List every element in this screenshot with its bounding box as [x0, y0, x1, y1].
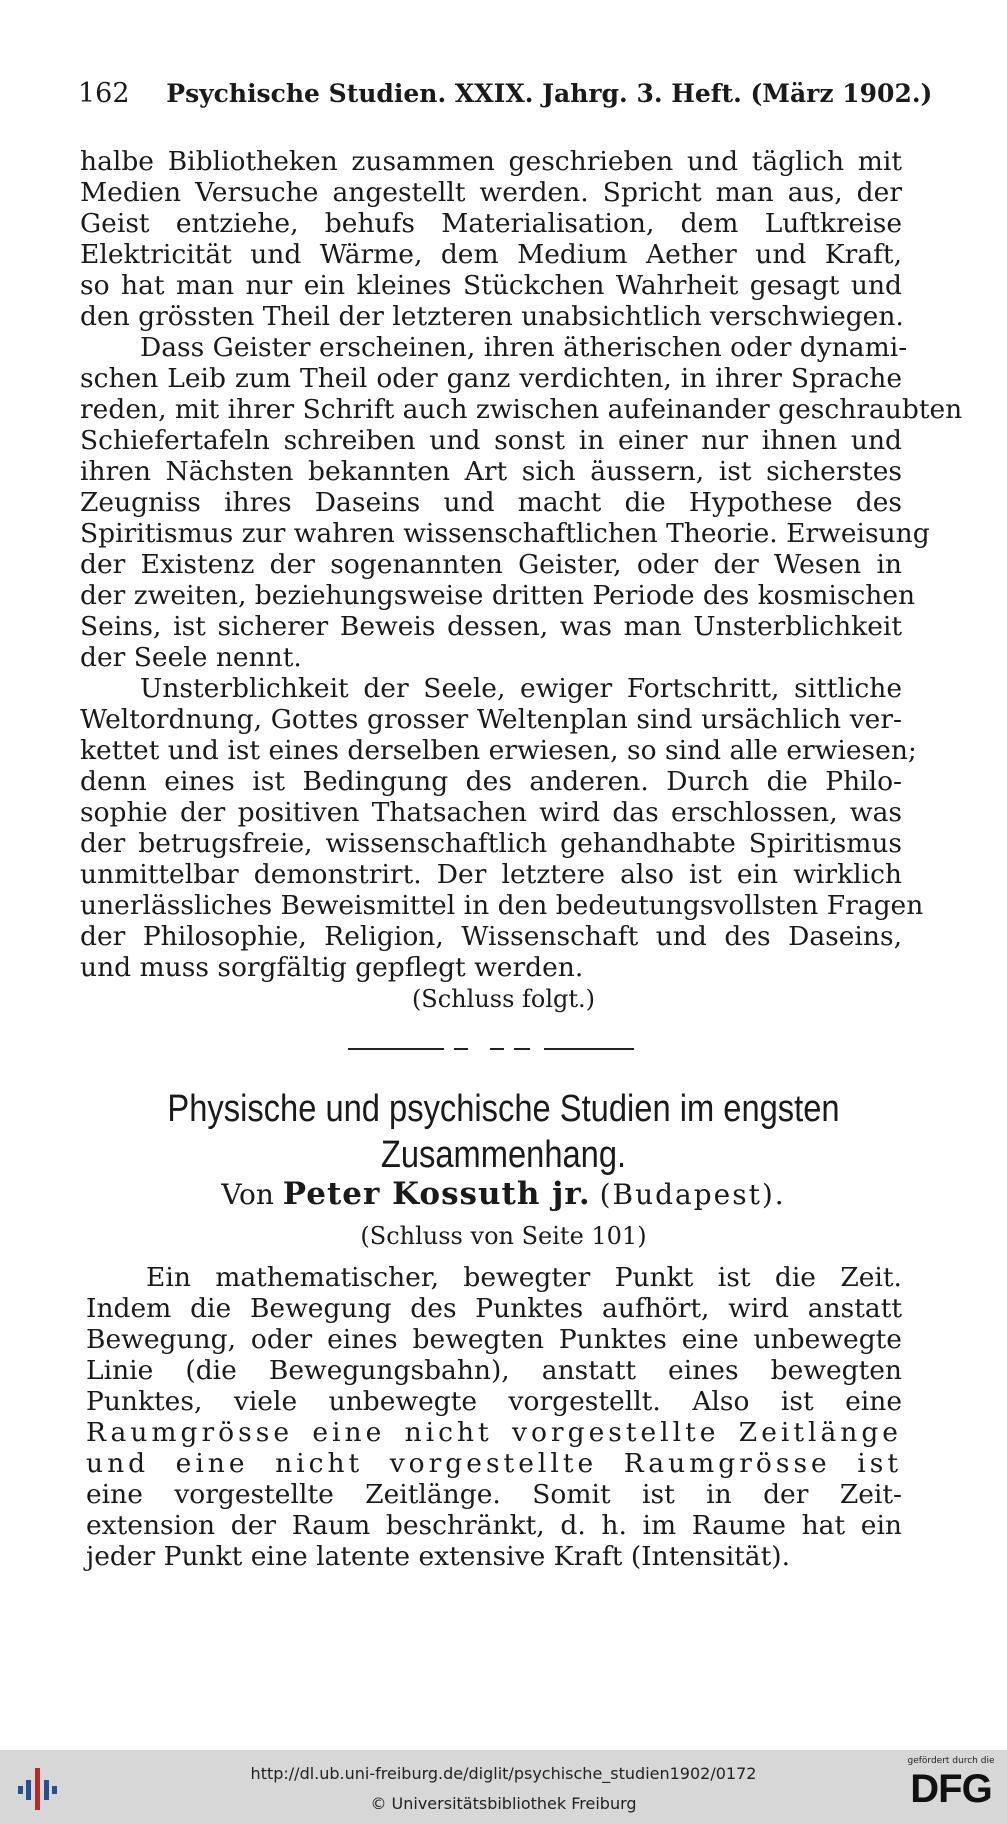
- text-line: Zeugniss ihres Daseins und macht die Hypothese des: [80, 487, 902, 518]
- text-line: Punktes, viele unbewegte vorgestellt. Also ist eine: [86, 1386, 902, 1417]
- running-header: [78, 78, 933, 109]
- closing-note: (Schluss folgt.): [411, 985, 596, 1013]
- text-line: unmittelbar demonstrirt. Der letztere also ist ein wirklich: [80, 859, 902, 890]
- text-line: Elektricität und Wärme, dem Medium Aether und Kraft,: [80, 239, 902, 270]
- continuation-note: (Schluss von Seite 101): [360, 1222, 647, 1250]
- text-line: Linie (die Bewegungsbahn), anstatt eines bewegten: [86, 1355, 902, 1386]
- divider-gap: [530, 1044, 544, 1052]
- paragraph-start-line: Unsterblichkeit der Seele, ewiger Fortschritt, sittliche: [140, 673, 902, 704]
- text-line: Indem die Bewegung des Punktes aufhört, wird anstatt: [86, 1293, 902, 1324]
- paragraph-start-line: Dass Geister erscheinen, ihren ätherischen oder dynami-: [140, 332, 908, 363]
- article2-body: [86, 1262, 902, 1572]
- dfg-logo-icon[interactable]: [905, 1756, 997, 1820]
- paragraph-end-line: jeder Punkt eine latente extensive Kraft (Intensität).: [86, 1541, 791, 1572]
- text-line: extension der Raum beschränkt, d. h. im Raume hat ein: [86, 1510, 902, 1541]
- divider-gap: [504, 1044, 514, 1052]
- byline: [0, 1176, 1007, 1212]
- copyright-text: © Universitätsbibliothek Freiburg: [370, 1794, 637, 1813]
- text-line: denn eines ist Bedingung des anderen. Durch die Philo-: [80, 766, 902, 797]
- paragraph-end-line: der Seele nennt.: [80, 642, 302, 673]
- text-line: unerlässliches Beweismittel in den bedeutungsvollsten Fragen: [80, 890, 924, 921]
- divider-gap: [468, 1044, 490, 1052]
- text-line: ihren Nächsten bekannten Art sich äussern, ist sicherstes: [80, 456, 902, 487]
- text-line: Medien Versuche angestellt werden. Spricht man aus, der: [80, 177, 902, 208]
- text-line: den grössten Theil der letzteren unabsichtlich verschwiegen.: [80, 301, 904, 332]
- author-location: (Budapest).: [599, 1178, 786, 1211]
- divider-gap: [444, 1044, 454, 1052]
- section-divider: [348, 1048, 634, 1050]
- text-line: eine vorgestellte Zeitlänge. Somit ist in der Zeit-: [86, 1479, 902, 1510]
- text-line: kettet und ist eines derselben erwiesen, so sind alle erwiesen;: [80, 735, 917, 766]
- text-line: der Existenz der sogenannten Geister, oder der Wesen in: [80, 549, 902, 580]
- dfg-funding-note: gefördert durch die: [907, 1756, 995, 1766]
- text-line: Geist entziehe, behufs Materialisation, dem Luftkreise: [80, 208, 902, 239]
- text-line: der zweiten, beziehungsweise dritten Periode des kosmischen: [80, 580, 916, 611]
- text-line: der betrugsfreie, wissenschaftlich gehandhabte Spiritismus: [80, 828, 902, 859]
- document-url-link[interactable]: http://dl.ub.uni-freiburg.de/diglit/psychische_studien1902/0172: [250, 1764, 757, 1783]
- article-title: Physische und psychische Studien im engsten: [167, 1088, 840, 1130]
- text-line: Spiritismus zur wahren wissenschaftlichen Theorie. Erweisung: [80, 518, 930, 549]
- text-line: so hat man nur ein kleines Stückchen Wahrheit gesagt und: [80, 270, 902, 301]
- text-line: halbe Bibliotheken zusammen geschrieben und täglich mit: [80, 146, 902, 177]
- text-line: Schiefertafeln schreiben und sonst in einer nur ihnen und: [80, 425, 902, 456]
- text-line: der Philosophie, Religion, Wissenschaft und des Daseins,: [80, 921, 902, 952]
- author-name: Peter Kossuth jr.: [282, 1176, 591, 1212]
- text-line-spaced: und eine nicht vorgestellte Raumgrösse ist: [86, 1448, 902, 1479]
- byline-prefix: Von: [221, 1178, 274, 1211]
- text-line: Seins, ist sicherer Beweis dessen, was man Unsterblichkeit: [80, 611, 902, 642]
- dfg-logo-text: DFG: [910, 1767, 992, 1811]
- article1-body: [80, 146, 963, 983]
- paragraph-start-line: Ein mathematischer, bewegter Punkt ist die Zeit.: [146, 1262, 902, 1293]
- text-line: Weltordnung, Gottes grosser Weltenplan sind ursächlich ver-: [80, 704, 902, 735]
- text-line-spaced: Raumgrösse eine nicht vorgestellte Zeitlänge: [86, 1417, 902, 1448]
- text-line: sophie der positiven Thatsachen wird das erschlossen, was: [80, 797, 902, 828]
- text-line: reden, mit ihrer Schrift auch zwischen aufeinander geschraubten: [80, 394, 963, 425]
- paragraph-end-line: und muss sorgfältig gepflegt werden.: [80, 952, 584, 983]
- text-line: Bewegung, oder eines bewegten Punktes eine unbewegte: [86, 1324, 902, 1355]
- text-line: schen Leib zum Theil oder ganz verdichten, in ihrer Sprache: [80, 363, 902, 394]
- running-title: Psychische Studien. XXIX. Jahrg. 3. Heft. (März 1902.): [166, 79, 933, 108]
- page-number: 162: [78, 78, 130, 109]
- viewer-footer: [0, 1750, 1007, 1824]
- article-title-cont: Zusammenhang.: [380, 1134, 627, 1176]
